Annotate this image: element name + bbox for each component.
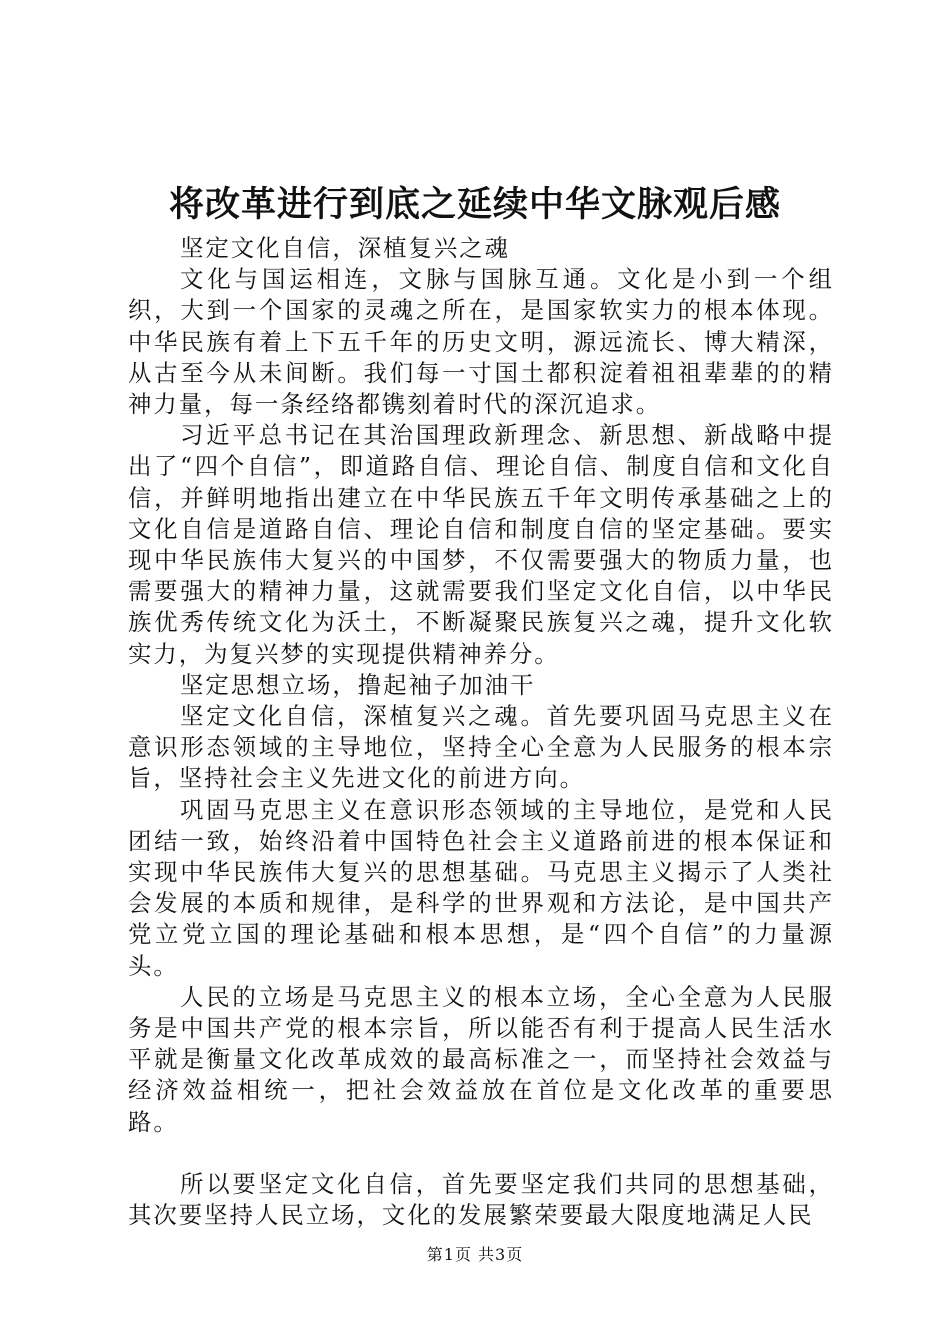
document-title: 将改革进行到底之延续中华文脉观后感 [168, 184, 781, 225]
paragraph: 巩固马克思主义在意识形态领域的主导地位，是党和人民团结一致，始终沿着中国特色社会主义道路前进的根本保证和实现中华民族伟大复兴的思想基础。马克思主义揭示了人类社会发展的本质和规律，是科学的世界观和方法论，是中国共产党立党立国的理论基础和根本思想，是“四个自信”的力量源头。 [128, 795, 834, 980]
section-heading: 坚定文化自信，深植复兴之魂 [180, 234, 511, 262]
paragraph: 习近平总书记在其治国理政新理念、新思想、新战略中提出了“四个自信”，即道路自信、理论自信、制度自信和文化自信，并鲜明地指出建立在中华民族五千年文明传承基础之上的文化自信是道路自信、理论自信和制度自信的坚定基础。要实现中华民族伟大复兴的中国梦，不仅需要强大的物质力量，也需要强大的精神力量，这就需要我们坚定文化自信，以中华民族优秀传统文化为沃土，不断凝聚民族复兴之魂，提升文化软实力，为复兴梦的实现提供精神养分。 [128, 421, 834, 668]
section-heading: 坚定思想立场，撸起袖子加油干 [180, 670, 536, 699]
document-body [128, 233, 834, 1231]
paragraph: 人民的立场是马克思主义的根本立场，全心全意为人民服务是中国共产党的根本宗旨，所以能否有利于提高人民生活水平就是衡量文化改革成效的最高标准之一，而坚持社会效益与经济效益相统一，把社会效益放在首位是文化改革的重要思路。 [128, 982, 834, 1136]
paragraph: 坚定文化自信，深植复兴之魂。首先要巩固马克思主义在意识形态领域的主导地位，坚持全心全意为人民服务的根本宗旨，坚持社会主义先进文化的前进方向。 [128, 702, 834, 793]
paragraph: 所以要坚定文化自信，首先要坚定我们共同的思想基础，其次要坚持人民立场，文化的发展繁荣要最大限度地满足人民 [128, 1169, 834, 1230]
page-number-footer: 第1页 共3页 [426, 1245, 524, 1264]
paragraph: 文化与国运相连，文脉与国脉互通。文化是小到一个组织，大到一个国家的灵魂之所在，是国家软实力的根本体现。中华民族有着上下五千年的历史文明，源远流长、博大精深，从古至今从未间断。我们每一寸国土都积淀着祖祖辈辈的的精神力量，每一条经络都镌刻着时代的深沉追求。 [128, 265, 834, 419]
